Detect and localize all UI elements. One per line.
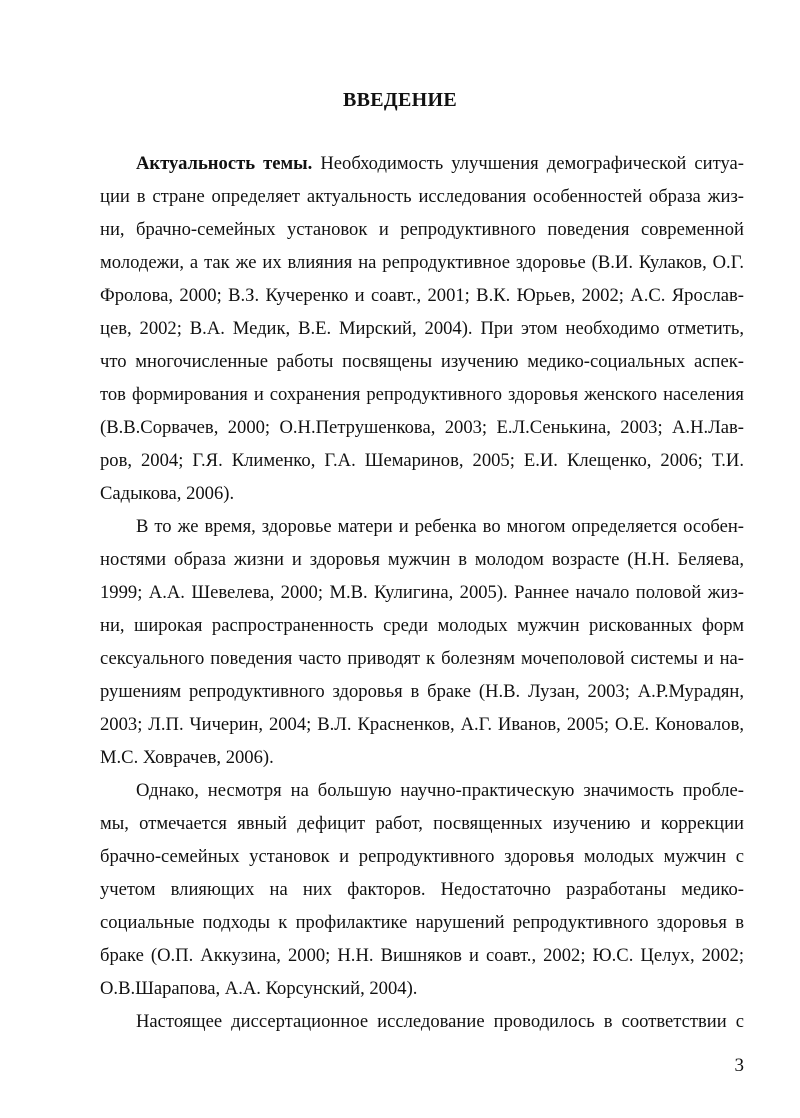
text-line: М.С. Ховрачев, 2006). [100,747,274,768]
text-line: ностями образа жизни и здоровья мужчин в молодом возрасте (Н.Н. Беляева, [100,549,744,570]
text-line: брачно-семейных установок и репродуктивного здоровья молодых мужчин с [100,846,744,867]
text-line: Однако, несмотря на большую научно-практическую значимость пробле- [136,780,744,801]
text-line: социальные подходы к профилактике нарушений репродуктивного здоровья в [100,912,744,933]
text-line: Фролова, 2000; В.З. Кучеренко и соавт., 2001; В.К. Юрьев, 2002; А.С. Ярослав- [100,285,744,306]
text-line: 1999; А.А. Шевелева, 2000; М.В. Кулигина, 2005). Раннее начало половой жиз- [100,582,744,603]
text-line: Актуальность темы. Необходимость улучшения демографической ситуа- [136,153,744,174]
text-line: молодежи, а так же их влияния на репродуктивное здоровье (В.И. Кулаков, О.Г. [100,252,744,273]
text-line: ров, 2004; Г.Я. Клименко, Г.А. Шемаринов, 2005; Е.И. Клещенко, 2006; Т.И. [100,450,744,471]
text-line: О.В.Шарапова, А.А. Корсунский, 2004). [100,978,418,999]
text-line: ни, брачно-семейных установок и репродуктивного поведения современной [100,219,744,240]
text-line: сексуального поведения часто приводят к болезням мочеполовой системы и на- [100,648,744,669]
text-line: рушениям репродуктивного здоровья в браке (Н.В. Лузан, 2003; А.Р.Мурадян, [100,681,744,702]
text-line: учетом влияющих на них факторов. Недостаточно разработаны медико- [100,879,744,900]
text-line: В то же время, здоровье матери и ребенка во многом определяется особен- [136,516,744,537]
text-line: тов формирования и сохранения репродуктивного здоровья женского населения [100,384,744,405]
text-line: ни, широкая распространенность среди молодых мужчин рискованных форм [100,615,744,636]
relevance-heading: Актуальность темы. [136,153,313,174]
text-line: браке (О.П. Аккузина, 2000; Н.Н. Вишняков и соавт., 2002; Ю.С. Целух, 2002; [100,945,744,966]
text-line: мы, отмечается явный дефицит работ, посвященных изучению и коррекции [100,813,744,834]
page-number: 3 [734,1055,744,1076]
text-line: цев, 2002; В.А. Медик, В.Е. Мирский, 2004). При этом необходимо отметить, [100,318,744,339]
page-title: ВВЕДЕНИЕ [343,89,457,111]
text-line: 2003; Л.П. Чичерин, 2004; В.Л. Красненков, А.Г. Иванов, 2005; О.Е. Коновалов, [100,714,744,735]
text-line: что многочисленные работы посвящены изучению медико-социальных аспек- [100,351,744,372]
text-line: Садыкова, 2006). [100,483,235,504]
text-line: Настоящее диссертационное исследование проводилось в соответствии с [136,1011,744,1032]
text-line: ции в стране определяет актуальность исследования особенностей образа жиз- [100,186,744,207]
text-line: (В.В.Сорвачев, 2000; О.Н.Петрушенкова, 2003; Е.Л.Сенькина, 2003; А.Н.Лав- [100,417,744,438]
